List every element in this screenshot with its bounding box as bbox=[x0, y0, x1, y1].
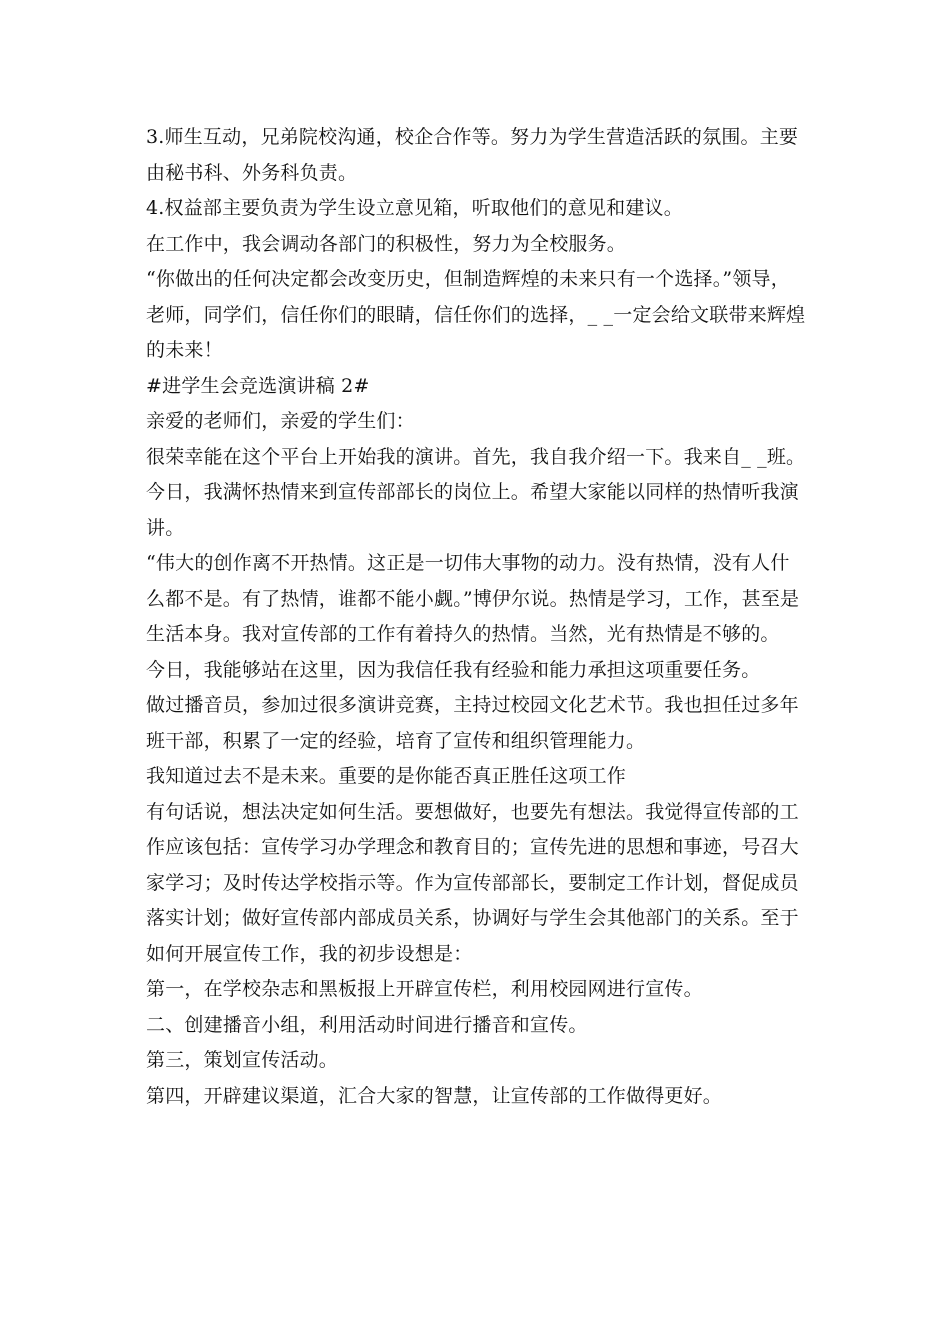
paragraph-work-plan: 有句话说，想法决定如何生活。要想做好，也要先有想法。我觉得宣传部的工作应该包括：宣传学习办学理念和教育目的；宣传先进的思想和事迹，号召大家学习；及时传达学校指示等。作为宣传部部长，要制定工作计划，督促成员落实计划；做好宣传部内部成员关系，协调好与学生会其他部门的关系。至于如何开展宣传工作，我的初步设想是： bbox=[146, 800, 799, 965]
plan-item-fourth: 第四，开辟建议渠道，汇合大家的智慧，让宣传部的工作做得更好。 bbox=[146, 1084, 723, 1107]
paragraph-introduction: 很荣幸能在这个平台上开始我的演讲。首先，我自我介绍一下。我来自_ _班。今日，我满怀热情来到宣传部部长的岗位上。希望大家能以同样的热情听我演讲。 bbox=[146, 445, 806, 539]
plan-item-third: 第三，策划宣传活动。 bbox=[146, 1049, 339, 1071]
paragraph-past-future: 我知道过去不是未来。重要的是你能否真正胜任这项工作 bbox=[146, 765, 627, 787]
paragraph-item-3: 3.师生互动，兄弟院校沟通，校企合作等。努力为学生营造活跃的氛围。主要由秘书科、外务科负责。 bbox=[146, 126, 799, 184]
paragraph-confidence: 今日，我能够站在这里，因为我信任我有经验和能力承担这项重要任务。 bbox=[146, 658, 761, 681]
paragraph-closing-quote: “你做出的任何决定都会改变历史，但制造辉煌的未来只有一个选择。”领导，老师，同学们，信任你们的眼睛，信任你们的选择，_ _一定会给文联带来辉煌的未来！ bbox=[146, 268, 806, 361]
salutation: 亲爱的老师们，亲爱的学生们： bbox=[146, 410, 415, 432]
section-heading-speech-2: #进学生会竞选演讲稿 2# bbox=[146, 374, 370, 397]
plan-item-first: 第一，在学校杂志和黑板报上开辟宣传栏，利用校园网进行宣传。 bbox=[146, 978, 703, 1000]
paragraph-work-mobilize: 在工作中，我会调动各部门的积极性，努力为全校服务。 bbox=[146, 232, 627, 255]
paragraph-experience: 做过播音员，参加过很多演讲竞赛，主持过校园文化艺术节。我也担任过多年班干部，积累了一定的经验，培育了宣传和组织管理能力。 bbox=[146, 694, 799, 752]
paragraph-passion-quote: “伟大的创作离不开热情。这正是一切伟大事物的动力。没有热情，没有人什么都不是。有了热情，谁都不能小觑。”博伊尔说。热情是学习，工作，甚至是生活本身。我对宣传部的工作有着持久的热情。当然，光有热情是不够的。 bbox=[146, 552, 800, 645]
plan-item-second: 二、创建播音小组，利用活动时间进行播音和宣传。 bbox=[146, 1013, 588, 1036]
document-body bbox=[146, 120, 806, 1114]
paragraph-item-4: 4.权益部主要负责为学生设立意见箱，听取他们的意见和建议。 bbox=[146, 197, 683, 219]
